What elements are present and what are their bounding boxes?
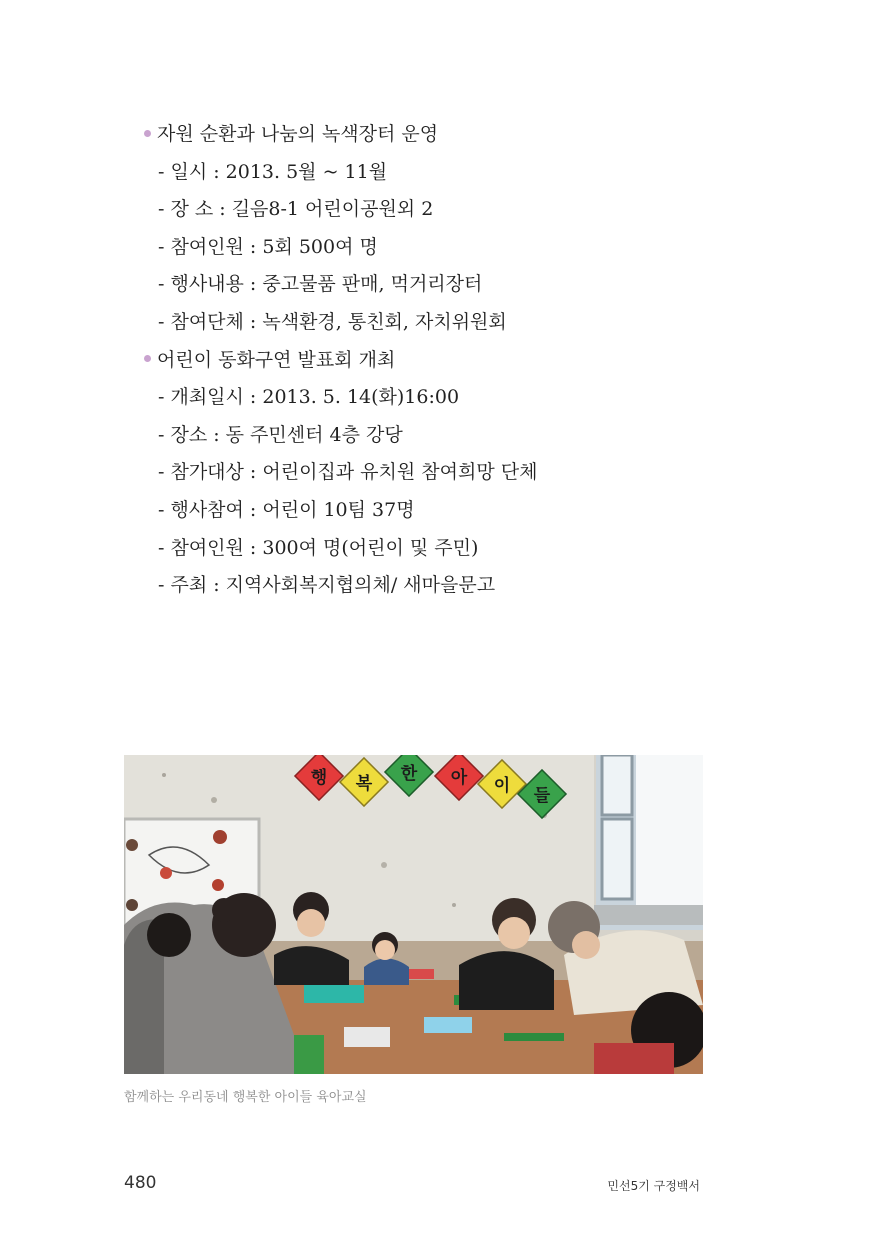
section-2-title-line [144, 342, 844, 380]
banner-letter: 이 [493, 776, 511, 796]
banner-letter: 아 [450, 768, 468, 788]
bullet-dot-icon [144, 355, 151, 362]
section-1-item: - 행사내용 : 중고물품 판매, 먹거리장터 [158, 273, 483, 296]
section-2-item: - 장소 : 동 주민센터 4층 강당 [158, 423, 403, 446]
section-1-title: 자원 순환과 나눔의 녹색장터 운영 [157, 123, 439, 145]
section-1-title-line [144, 116, 844, 154]
book-title: 민선5기 구정백서 [607, 1179, 700, 1193]
text-content [144, 116, 844, 605]
section-2-title: 어린이 동화구연 발표회 개최 [157, 348, 396, 371]
event-photo [124, 755, 703, 1074]
section-2-item: - 개최일시 : 2013. 5. 14(화)16:00 [158, 386, 460, 409]
section-1-item: - 일시 : 2013. 5월 ~ 11월 [158, 160, 388, 183]
classroom-photo-illustration [124, 755, 703, 1074]
banner-letter: 복 [355, 774, 373, 794]
banner-letter: 한 [400, 764, 418, 784]
section-2-item: - 참가대상 : 어린이집과 유치원 참여희망 단체 [158, 461, 538, 484]
section-2-item: - 주최 : 지역사회복지협의체/ 새마을문고 [158, 574, 496, 597]
section-1-item: - 장 소 : 길음8-1 어린이공원외 2 [158, 198, 434, 221]
section-1-item: - 참여인원 : 5회 500여 명 [158, 235, 378, 258]
banner-letter: 들 [533, 786, 551, 806]
bullet-dot-icon [144, 130, 151, 137]
photo-caption: 함께하는 우리동네 행복한 아이들 육아교실 [124, 1090, 367, 1105]
section-2-item: - 참여인원 : 300여 명(어린이 및 주민) [158, 536, 479, 559]
section-2-item: - 행사참여 : 어린이 10팀 37명 [158, 498, 415, 521]
section-1-item: - 참여단체 : 녹색환경, 통친회, 자치위원회 [158, 310, 507, 333]
banner-letter: 행 [310, 768, 328, 788]
page-number: 480 [124, 1173, 157, 1193]
